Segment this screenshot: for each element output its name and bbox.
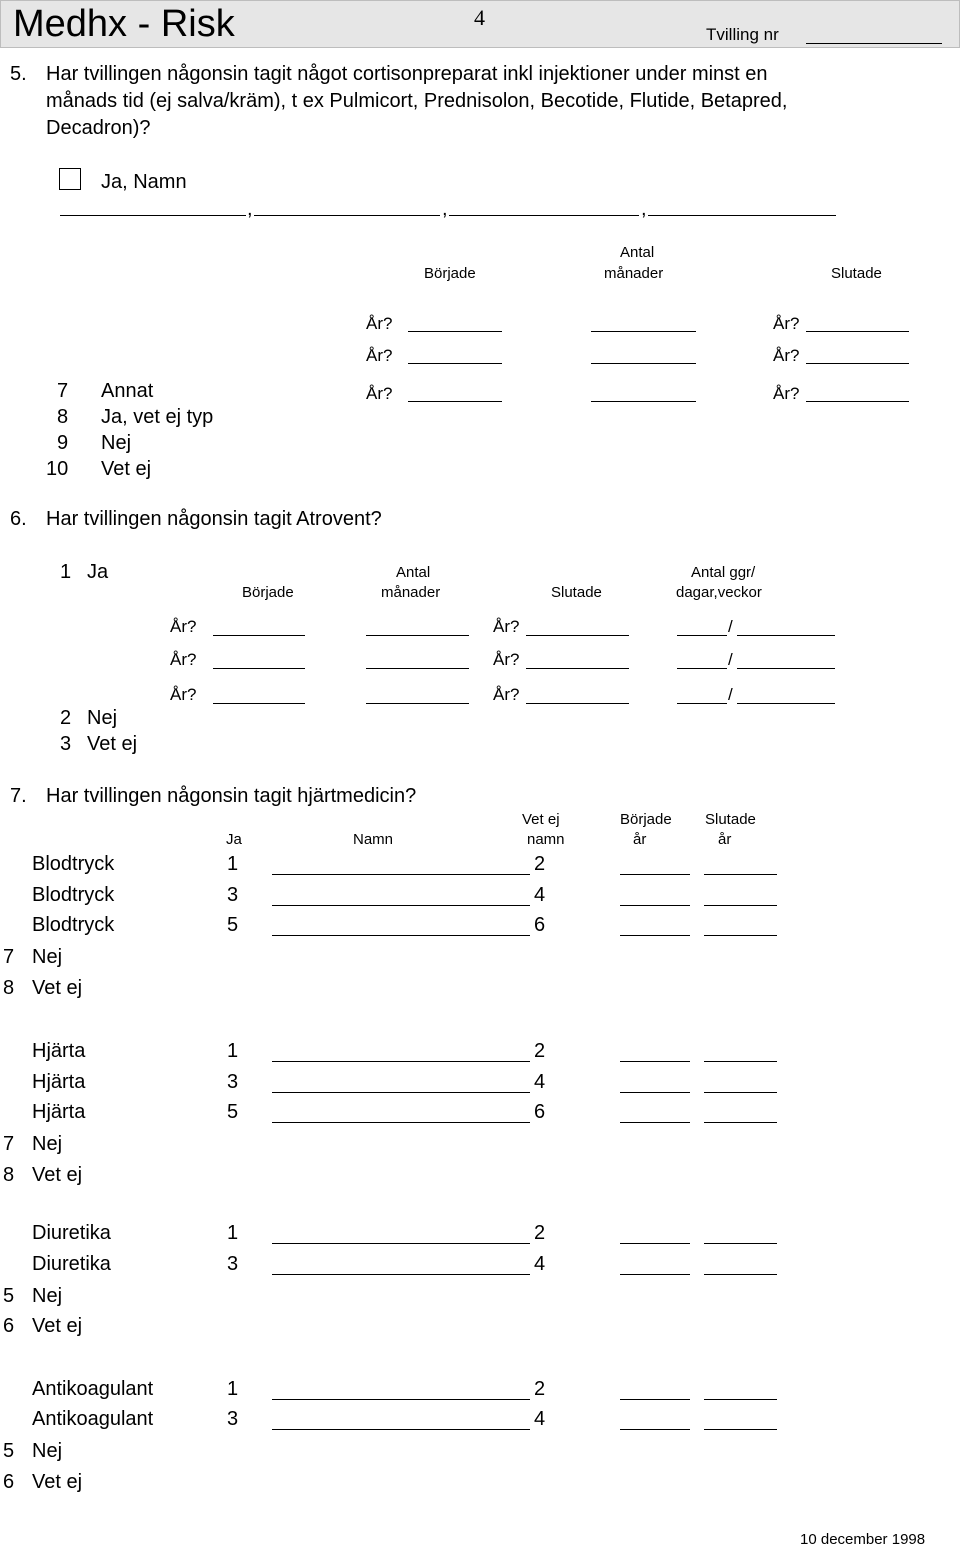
q6-number: 6.	[10, 508, 27, 530]
q6-start-year-field-1[interactable]	[213, 635, 305, 636]
twin-number-field[interactable]	[806, 43, 942, 44]
q5-end-year-label-3: År?	[773, 384, 800, 403]
form-title: Medhx - Risk	[13, 3, 235, 45]
q5-option-code[interactable]: 8	[57, 406, 69, 428]
q7-row-name-field[interactable]	[272, 1092, 530, 1093]
q6-freq-times-field-1[interactable]	[677, 635, 727, 636]
q7-row-end-field[interactable]	[704, 1274, 777, 1275]
q6-months-field-1[interactable]	[366, 635, 469, 636]
q6-start-year-field-3[interactable]	[213, 703, 305, 704]
q5-start-year-field-2[interactable]	[408, 363, 502, 364]
q7-row-start-field[interactable]	[620, 1122, 690, 1123]
q7-row-vetej-code[interactable]: 6	[534, 914, 546, 936]
q7-row-end-field[interactable]	[704, 1399, 777, 1400]
page-number: 4	[474, 5, 485, 30]
q7-row-ja-code[interactable]: 3	[227, 884, 239, 906]
q7-row-ja-code[interactable]: 3	[227, 1071, 239, 1093]
q7-row-label: Hjärta	[32, 1101, 86, 1123]
q5-text-line1: Har tvillingen någonsin tagit något cortisonpreparat inkl injektioner under minst en	[46, 63, 768, 85]
q7-option-label: Vet ej	[32, 1164, 83, 1186]
q7-row-end-field[interactable]	[704, 1061, 777, 1062]
q6-freq-period-field-3[interactable]	[737, 703, 835, 704]
q6-end-year-field-1[interactable]	[526, 635, 629, 636]
q6-start-year-field-2[interactable]	[213, 668, 305, 669]
q7-row-start-field[interactable]	[620, 1274, 690, 1275]
q7-col-namn2: namn	[527, 831, 565, 848]
q7-option-code[interactable]: 5	[3, 1440, 15, 1462]
q6-slash-3: /	[728, 685, 733, 704]
q7-option-label: Nej	[32, 1285, 63, 1307]
q7-row-name-field[interactable]	[272, 1061, 530, 1062]
q7-row-label: Blodtryck	[32, 914, 115, 936]
q7-row-start-field[interactable]	[620, 1243, 690, 1244]
q5-end-year-field-1[interactable]	[806, 331, 909, 332]
q6-freq-period-field-1[interactable]	[737, 635, 835, 636]
q7-option-code[interactable]: 5	[3, 1285, 15, 1307]
q7-row-ja-code[interactable]: 3	[227, 1408, 239, 1430]
q6-slash-1: /	[728, 617, 733, 636]
q7-row-ja-code[interactable]: 1	[227, 1222, 239, 1244]
q5-ja-namn-label: Ja, Namn	[101, 171, 187, 193]
q7-option-code[interactable]: 8	[3, 1164, 15, 1186]
q7-option-label: Vet ej	[32, 977, 83, 999]
q7-option-code[interactable]: 6	[3, 1471, 15, 1493]
q7-col-namn: Namn	[353, 831, 394, 848]
q5-end-year-label-1: År?	[773, 314, 800, 333]
q7-option-label: Nej	[32, 1133, 63, 1155]
q6-slash-2: /	[728, 650, 733, 669]
q6-col-ended: Slutade	[551, 584, 602, 601]
q5-name-field-3[interactable]	[449, 215, 639, 216]
q7-row-ja-code[interactable]: 1	[227, 1378, 239, 1400]
footer-date: 10 december 1998	[800, 1531, 926, 1548]
q7-col-vetej: Vet ej	[522, 811, 560, 828]
q7-row-name-field[interactable]	[272, 1399, 530, 1400]
q7-row-end-field[interactable]	[704, 1092, 777, 1093]
q5-option-code[interactable]: 10	[46, 458, 69, 480]
q5-comma-3: ,	[641, 198, 647, 220]
q5-name-field-2[interactable]	[254, 215, 440, 216]
q7-row-label: Diuretika	[32, 1253, 111, 1275]
q5-ja-checkbox[interactable]	[59, 168, 81, 190]
q7-row-start-field[interactable]	[620, 874, 690, 875]
q7-row-start-field[interactable]	[620, 1429, 690, 1430]
q7-row-start-field[interactable]	[620, 935, 690, 936]
q7-col-borjade: Började	[620, 811, 672, 828]
q6-col-started: Började	[242, 584, 294, 601]
q6-months-field-3[interactable]	[366, 703, 469, 704]
q7-row-ja-code[interactable]: 3	[227, 1253, 239, 1275]
q5-start-year-field-1[interactable]	[408, 331, 502, 332]
q7-row-end-field[interactable]	[704, 935, 777, 936]
q7-row-vetej-code[interactable]: 2	[534, 1222, 546, 1244]
q7-row-name-field[interactable]	[272, 1243, 530, 1244]
q6-freq-times-field-2[interactable]	[677, 668, 727, 669]
q5-text-line2: månads tid (ej salva/kräm), t ex Pulmicort, Prednisolon, Becotide, Flutide, Betapred,	[46, 90, 788, 112]
q6-start-year-label-2: År?	[170, 650, 197, 669]
q7-option-label: Vet ej	[32, 1315, 83, 1337]
q6-option-code[interactable]: 3	[60, 733, 72, 755]
q7-row-vetej-code[interactable]: 6	[534, 1101, 546, 1123]
q7-row-vetej-code[interactable]: 4	[534, 1408, 546, 1430]
q6-col-manader: månader	[381, 584, 441, 601]
q7-row-name-field[interactable]	[272, 1122, 530, 1123]
q7-row-ja-code[interactable]: 1	[227, 1040, 239, 1062]
q5-months-field-3[interactable]	[591, 401, 696, 402]
q5-option-label: Vet ej	[101, 458, 152, 480]
q7-row-end-field[interactable]	[704, 874, 777, 875]
q7-row-name-field[interactable]	[272, 905, 530, 906]
q6-yes-label: Ja	[87, 561, 109, 583]
q6-text: Har tvillingen någonsin tagit Atrovent?	[46, 508, 382, 530]
q7-row-start-field[interactable]	[620, 1399, 690, 1400]
q5-name-field-1[interactable]	[60, 215, 246, 216]
q7-row-vetej-code[interactable]: 4	[534, 1253, 546, 1275]
q7-row-start-field[interactable]	[620, 905, 690, 906]
q7-row-label: Antikoagulant	[32, 1378, 154, 1400]
q7-row-label: Antikoagulant	[32, 1408, 154, 1430]
q5-option-code[interactable]: 7	[57, 380, 69, 402]
q5-end-year-field-3[interactable]	[806, 401, 909, 402]
q7-row-label: Blodtryck	[32, 884, 115, 906]
page-header	[0, 0, 960, 48]
q5-col-ended: Slutade	[831, 265, 882, 282]
q5-comma-1: ,	[247, 198, 253, 220]
q6-col-antal: Antal	[396, 564, 431, 581]
q6-freq-times-field-3[interactable]	[677, 703, 727, 704]
q5-col-antal: Antal	[620, 244, 655, 261]
q6-months-field-2[interactable]	[366, 668, 469, 669]
q7-col-slutade: Slutade	[705, 811, 756, 828]
q6-col-freq2: dagar,veckor	[676, 584, 762, 601]
q7-text: Har tvillingen någonsin tagit hjärtmedicin?	[46, 785, 417, 807]
q6-col-freq1: Antal ggr/	[691, 564, 756, 581]
q7-row-end-field[interactable]	[704, 1429, 777, 1430]
q5-end-year-label-2: År?	[773, 346, 800, 365]
q7-row-label: Hjärta	[32, 1071, 86, 1093]
q5-option-code[interactable]: 9	[57, 432, 69, 454]
q5-start-year-label-2: År?	[366, 346, 393, 365]
q5-option-label: Annat	[101, 380, 154, 402]
q7-row-vetej-code[interactable]: 2	[534, 1378, 546, 1400]
q5-start-year-field-3[interactable]	[408, 401, 502, 402]
q6-end-year-label-3: År?	[493, 685, 520, 704]
q6-end-year-label-2: År?	[493, 650, 520, 669]
q7-option-code[interactable]: 6	[3, 1315, 15, 1337]
twin-number-label: Tvilling nr	[706, 25, 779, 44]
q5-months-field-1[interactable]	[591, 331, 696, 332]
q5-col-started: Började	[424, 265, 476, 282]
q7-row-name-field[interactable]	[272, 1429, 530, 1430]
q7-option-code[interactable]: 7	[3, 1133, 15, 1155]
q7-row-label: Diuretika	[32, 1222, 111, 1244]
q7-row-vetej-code[interactable]: 2	[534, 1040, 546, 1062]
q6-end-year-field-2[interactable]	[526, 668, 629, 669]
q7-row-start-field[interactable]	[620, 1061, 690, 1062]
q7-option-label: Vet ej	[32, 1471, 83, 1493]
q7-col-borjade-ar: år	[633, 831, 647, 848]
q6-start-year-label-1: År?	[170, 617, 197, 636]
q7-col-ja: Ja	[226, 831, 242, 848]
q7-row-label: Blodtryck	[32, 853, 115, 875]
q6-option-code[interactable]: 2	[60, 707, 72, 729]
q7-row-name-field[interactable]	[272, 874, 530, 875]
q7-col-slutade-ar: år	[718, 831, 732, 848]
q5-number: 5.	[10, 63, 27, 85]
q6-end-year-label-1: År?	[493, 617, 520, 636]
q6-option-label: Nej	[87, 707, 118, 729]
q5-text-line3: Decadron)?	[46, 117, 151, 139]
q6-start-year-label-3: År?	[170, 685, 197, 704]
q7-option-code[interactable]: 7	[3, 946, 15, 968]
q5-start-year-label-1: År?	[366, 314, 393, 333]
q7-row-vetej-code[interactable]: 2	[534, 853, 546, 875]
q7-option-code[interactable]: 8	[3, 977, 15, 999]
q6-end-year-field-3[interactable]	[526, 703, 629, 704]
q7-row-label: Hjärta	[32, 1040, 86, 1062]
q5-end-year-field-2[interactable]	[806, 363, 909, 364]
q7-row-vetej-code[interactable]: 4	[534, 1071, 546, 1093]
q7-row-start-field[interactable]	[620, 1092, 690, 1093]
q6-yes-code[interactable]: 1	[60, 561, 72, 583]
q7-row-end-field[interactable]	[704, 905, 777, 906]
q5-name-field-4[interactable]	[648, 215, 836, 216]
q7-row-name-field[interactable]	[272, 935, 530, 936]
q5-option-label: Nej	[101, 432, 132, 454]
q7-row-end-field[interactable]	[704, 1243, 777, 1244]
q7-option-label: Nej	[32, 1440, 63, 1462]
q7-row-ja-code[interactable]: 5	[227, 914, 239, 936]
q6-freq-period-field-2[interactable]	[737, 668, 835, 669]
q7-row-ja-code[interactable]: 1	[227, 853, 239, 875]
q7-row-end-field[interactable]	[704, 1122, 777, 1123]
q5-comma-2: ,	[442, 198, 448, 220]
q7-option-label: Nej	[32, 946, 63, 968]
q5-months-field-2[interactable]	[591, 363, 696, 364]
q7-row-ja-code[interactable]: 5	[227, 1101, 239, 1123]
q5-option-label: Ja, vet ej typ	[101, 406, 214, 428]
q7-row-vetej-code[interactable]: 4	[534, 884, 546, 906]
q7-number: 7.	[10, 785, 27, 807]
q6-option-label: Vet ej	[87, 733, 138, 755]
q5-start-year-label-3: År?	[366, 384, 393, 403]
q7-row-name-field[interactable]	[272, 1274, 530, 1275]
q5-col-manader: månader	[604, 265, 664, 282]
